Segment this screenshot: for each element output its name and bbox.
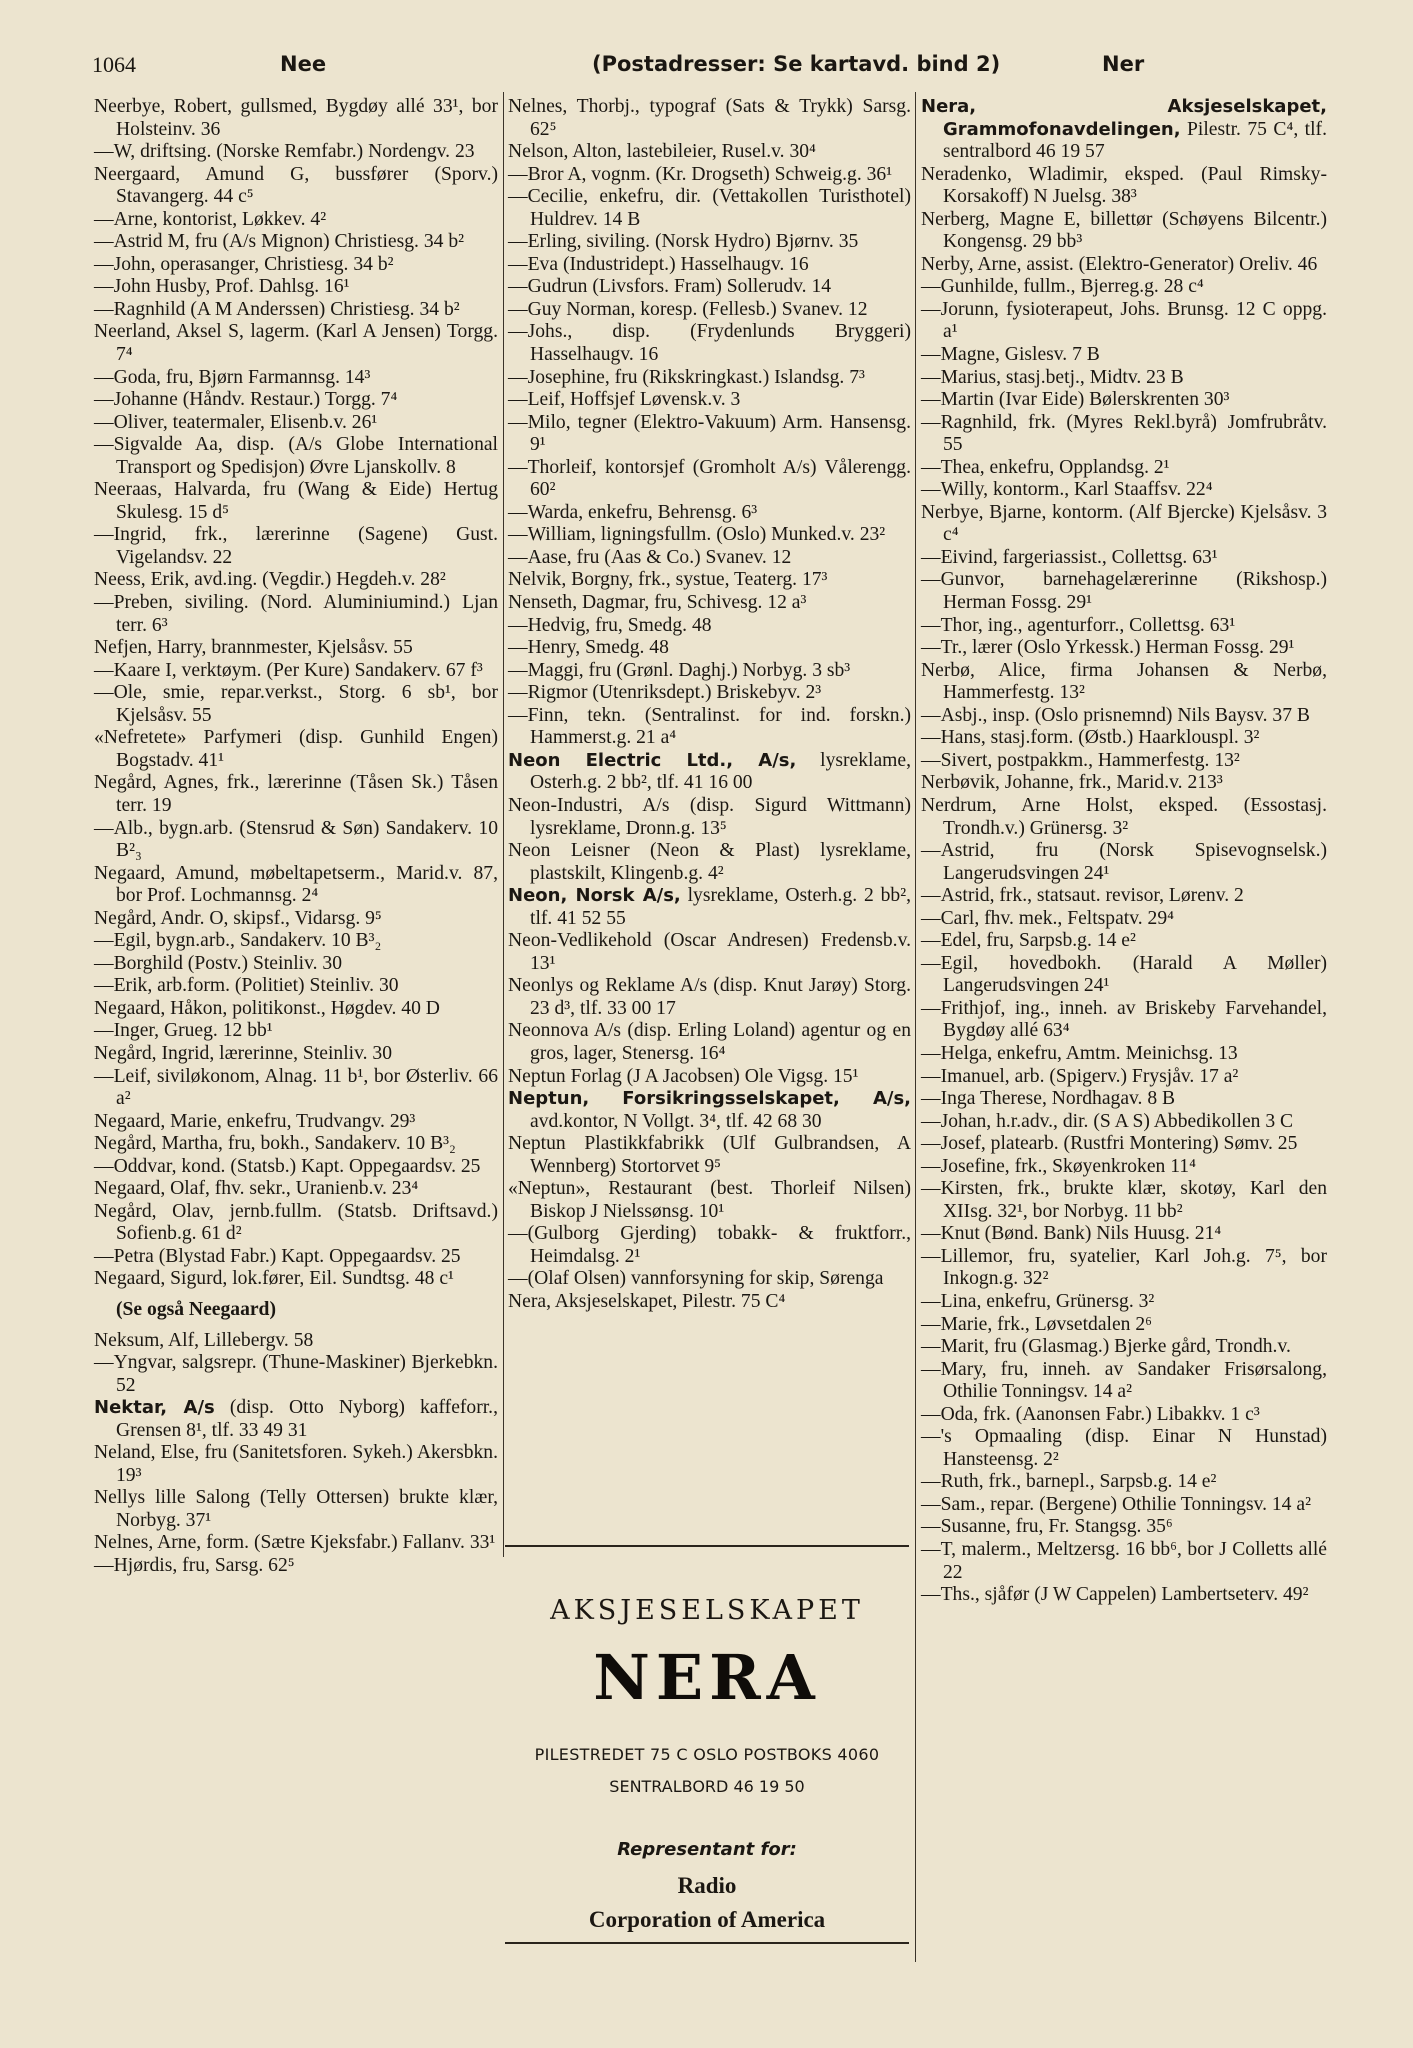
directory-entry: —Ruth, frk., barnepl., Sarpsb.g. 14 e² — [921, 1471, 1217, 1493]
directory-entry: Neptun Plastikkfabrikk (Ulf Gulbrandsen, A Wennberg) Stortorvet 9⁵ — [508, 1133, 911, 1177]
directory-entry: —Inga Therese, Nordhagav. 8 B — [921, 1088, 1176, 1110]
directory-entry: —Thorleif, kontorsjef (Gromholt A/s) Vålerengg. 60² — [508, 456, 911, 501]
directory-entry: —'s Opmaaling (disp. Einar N Hunstad) Hansteensg. 2² — [921, 1426, 1327, 1470]
directory-entry: Nera, Aksjeselskapet, Grammofonavdelingen, Pilestr. 75 C⁴, tlf. sentralbord 46 19 57 — [921, 96, 1327, 163]
directory-entry: —Willy, kontorm., Karl Staaffsv. 22⁴ — [921, 479, 1213, 501]
directory-entry: —Preben, siviling. (Nord. Aluminiumind.) Ljan terr. 6³ — [94, 592, 498, 636]
directory-entry: —Ingrid, frk., lærerinne (Sagene) Gust. Vigelandsv. 22 — [94, 524, 498, 568]
directory-entry: Nelvik, Borgny, frk., systue, Teaterg. 17³ — [508, 569, 828, 591]
directory-entry: —John Husby, Prof. Dahlsg. 16¹ — [94, 276, 350, 298]
directory-entry: —William, ligningsfullm. (Oslo) Munked.v. 23² — [508, 524, 886, 546]
advertisement-bottom-rule — [505, 1942, 909, 1944]
directory-entry: Neptun, Forsikringsselskapet, A/s, avd.kontor, N Vollgt. 3⁴, tlf. 42 68 30 — [508, 1088, 911, 1132]
column-divider-2 — [915, 92, 916, 1962]
directory-entry: Negård, Andr. O, skipsf., Vidarsg. 9⁵ — [94, 907, 382, 929]
directory-entry: —W, driftsing. (Norske Remfabr.) Nordengv. 23 — [94, 141, 475, 163]
directory-entry: —Edel, fru, Sarpsb.g. 14 e² — [921, 930, 1136, 952]
directory-entry: Neland, Else, fru (Sanitetsforen. Sykeh.) Akersbkn. 19³ — [94, 1442, 498, 1486]
directory-entry: Neerland, Aksel S, lagerm. (Karl A Jensen) Torgg. 7⁴ — [94, 321, 498, 366]
directory-entry: —Marie, frk., Løvsetdalen 2⁶ — [921, 1313, 1153, 1335]
directory-entry: «Neptun», Restaurant (best. Thorleif Nilsen) Biskop J Nielssønsg. 10¹ — [508, 1178, 911, 1222]
directory-entry: —Astrid M, fru (A/s Mignon) Christiesg. 34 b² — [94, 231, 464, 253]
ad-representant-label: Representant for: — [617, 1839, 797, 1860]
directory-entry: Neeraas, Halvarda, fru (Wang & Eide) Hertug Skulesg. 15 d⁵ — [94, 479, 498, 523]
directory-entry: —Sivert, postpakkm., Hammerfestg. 13² — [921, 749, 1240, 771]
page-number: 1064 — [92, 52, 136, 77]
directory-entry: Neon Leisner (Neon & Plast) lysreklame, plastskilt, Klingenb.g. 4² — [508, 840, 911, 884]
directory-entry: Nenseth, Dagmar, fru, Schivesg. 12 a³ — [508, 592, 807, 614]
directory-entry: Nelson, Alton, lastebileier, Rusel.v. 30⁴ — [508, 141, 816, 163]
column-3 — [921, 96, 1327, 1607]
directory-entry: —Marit, fru (Glasmag.) Bjerke gård, Trondh.v. — [921, 1336, 1291, 1358]
directory-entry: Nektar, A/s (disp. Otto Nyborg) kaffeforr., Grensen 8¹, tlf. 33 49 31 — [94, 1397, 498, 1441]
directory-entry: —John, operasanger, Christiesg. 34 b² — [94, 253, 394, 275]
directory-entry: Neonnova A/s (disp. Erling Loland) agentur og en gros, lager, Stenersg. 16⁴ — [508, 1020, 911, 1064]
directory-entry: Negård, Agnes, frk., lærerinne (Tåsen Sk.) Tåsen terr. 19 — [94, 772, 498, 816]
directory-entry: —Johs., disp. (Frydenlunds Bryggeri) Hasselhaugv. 16 — [508, 321, 911, 366]
directory-entry: Negård, Olav, jernb.fullm. (Statsb. Driftsavd.) Sofienb.g. 61 d² — [94, 1200, 498, 1245]
directory-entry: —Oddvar, kond. (Statsb.) Kapt. Oppegaardsv. 25 — [94, 1155, 481, 1177]
directory-entry: —Jorunn, fysioterapeut, Johs. Brunsg. 12 C oppg. a¹ — [921, 298, 1327, 343]
directory-entry: —Lillemor, fru, syatelier, Karl Joh.g. 7⁵, bor Inkogn.g. 32² — [921, 1245, 1327, 1290]
ad-represented-company-2: Corporation of America — [588, 1907, 826, 1932]
directory-entry: Nefjen, Harry, brannmester, Kjelsåsv. 55 — [94, 637, 413, 659]
directory-entry: Nelnes, Thorbj., typograf (Sats & Trykk) Sarsg. 62⁵ — [508, 96, 911, 140]
directory-entry: Negaard, Olaf, fhv. sekr., Uranienb.v. 23⁴ — [94, 1178, 419, 1200]
directory-entry: —Maggi, fru (Grønl. Daghj.) Norbyg. 3 sb³ — [508, 659, 851, 681]
directory-entry: Neerbye, Robert, gullsmed, Bygdøy allé 33¹, bor Holsteinv. 36 — [94, 96, 498, 140]
directory-entry: Neradenko, Wladimir, eksped. (Paul Rimsky-Korsakoff) N Juelsg. 38³ — [921, 163, 1327, 208]
directory-entry: —Bror A, vognm. (Kr. Drogseth) Schweig.g. 36¹ — [508, 163, 893, 185]
directory-entry: —Arne, kontorist, Løkkev. 4² — [94, 208, 327, 230]
directory-entry: —Aase, fru (Aas & Co.) Svanev. 12 — [508, 546, 792, 568]
directory-entry: —Petra (Blystad Fabr.) Kapt. Oppegaardsv. 25 — [94, 1245, 461, 1267]
directory-entry: —Egil, bygn.arb., Sandakerv. 10 B³₂ — [94, 930, 382, 952]
directory-entry: Neon-Vedlikehold (Oscar Andresen) Fredensb.v. 13¹ — [508, 930, 911, 974]
entry-heading: Neptun, Forsikringsselskapet, A/s, — [508, 1088, 911, 1110]
directory-entry: «Nefretete» Parfymeri (disp. Gunhild Engen) Bogstadv. 41¹ — [94, 727, 498, 771]
directory-entry: Nera, Aksjeselskapet, Pilestr. 75 C⁴ — [508, 1290, 786, 1312]
directory-entry: —Susanne, fru, Fr. Stangsg. 35⁶ — [921, 1516, 1173, 1538]
directory-entry: —Alb., bygn.arb. (Stensrud & Søn) Sandakerv. 10 B²₃ — [94, 817, 498, 862]
directory-entry: Negård, Martha, fru, bokh., Sandakerv. 10 B³₂ — [94, 1133, 456, 1155]
directory-entry: Negaard, Håkon, politikonst., Høgdev. 40 D — [94, 997, 440, 1019]
directory-entry: —Johanne (Håndv. Restaur.) Torgg. 7⁴ — [94, 389, 398, 411]
directory-entry: —Ths., sjåfør (J W Cappelen) Lambertseterv. 49² — [921, 1584, 1309, 1606]
directory-entry: Nerberg, Magne E, billettør (Schøyens Bilcentr.) Kongensg. 29 bb³ — [921, 208, 1327, 253]
directory-entry: Neon Electric Ltd., A/s, lysreklame, Osterh.g. 2 bb², tlf. 41 16 00 — [508, 749, 911, 794]
directory-entry: —Oda, frk. (Aanonsen Fabr.) Libakkv. 1 c³ — [921, 1403, 1260, 1425]
directory-entry: Neonlys og Reklame A/s (disp. Knut Jarøy) Storg. 23 d³, tlf. 33 00 17 — [508, 975, 911, 1019]
page-header — [92, 52, 1413, 88]
directory-entry: —Gunvor, barnehagelærerinne (Rikshosp.) Herman Fossg. 29¹ — [921, 569, 1327, 614]
directory-entry: Negaard, Sigurd, lok.fører, Eil. Sundtsg. 48 c¹ — [94, 1268, 454, 1290]
directory-entry: —Astrid, frk., statsaut. revisor, Lørenv. 2 — [921, 885, 1244, 907]
directory-entry: Nerbye, Bjarne, kontorm. (Alf Bjercke) Kjelsåsv. 3 c⁴ — [921, 501, 1327, 546]
directory-entry: —Hedvig, fru, Smedg. 48 — [508, 614, 712, 636]
directory-entry: —Astrid, fru (Norsk Spisevognselsk.) Langerudsvingen 24¹ — [921, 840, 1327, 884]
directory-entry: Neptun Forlag (J A Jacobsen) Ole Vigsg. 15¹ — [508, 1065, 859, 1087]
directory-entry: —Josephine, fru (Rikskringkast.) Islandsg. 7³ — [508, 366, 865, 388]
directory-entry: —Gudrun (Livsfors. Fram) Sollerudv. 14 — [508, 276, 832, 298]
see-also-note: (Se også Neegaard) — [116, 1298, 276, 1320]
directory-entry: —Eivind, fargeriassist., Collettsg. 63¹ — [921, 546, 1218, 568]
directory-entry: —Josef, platearb. (Rustfri Montering) Sømv. 25 — [921, 1133, 1298, 1155]
directory-entry: Neon-Industri, A/s (disp. Sigurd Wittmann) lysreklame, Dronn.g. 13⁵ — [508, 794, 911, 839]
directory-entry: Negård, Ingrid, lærerinne, Steinliv. 30 — [94, 1042, 393, 1064]
directory-entry: —Martin (Ivar Eide) Bølerskrenten 30³ — [921, 389, 1230, 411]
directory-entry: Neergaard, Amund G, bussfører (Sporv.) Stavangerg. 44 c⁵ — [94, 163, 498, 208]
ad-company-type: AKSJESELSKAPET — [550, 1595, 864, 1626]
directory-entry: —Hans, stasj.form. (Østb.) Haarklouspl. 3² — [921, 727, 1260, 749]
entry-heading: Nektar, A/s — [94, 1397, 215, 1419]
directory-entry: —Milo, tegner (Elektro-Vakuum) Arm. Hansensg. 9¹ — [508, 411, 911, 456]
entry-heading: Neon Electric Ltd., A/s, — [508, 749, 797, 771]
directory-entry: Neon, Norsk A/s, lysreklame, Osterh.g. 2 bb², tlf. 41 52 55 — [508, 885, 911, 929]
column-divider-1 — [503, 92, 504, 1557]
directory-entry: —Rigmor (Utenriksdept.) Briskebyv. 2³ — [508, 682, 822, 704]
directory-entry: —Leif, siviløkonom, Alnag. 11 b¹, bor Østerliv. 66 a² — [94, 1065, 498, 1110]
ad-phone: SENTRALBORD 46 19 50 — [609, 1777, 805, 1796]
directory-entry: —Warda, enkefru, Behrensg. 6³ — [508, 501, 758, 523]
directory-entry: —Carl, fhv. mek., Feltspatv. 29⁴ — [921, 907, 1174, 929]
ad-address: PILESTREDET 75 C OSLO POSTBOKS 4060 — [534, 1745, 880, 1764]
directory-entry: —Egil, hovedbokh. (Harald A Møller) Langerudsvingen 24¹ — [921, 952, 1327, 997]
directory-entry: —Lina, enkefru, Grünersg. 3² — [921, 1290, 1155, 1312]
directory-entry: —Erling, siviling. (Norsk Hydro) Bjørnv. 35 — [508, 231, 859, 253]
directory-entry: —Hjørdis, fru, Sarsg. 62⁵ — [94, 1555, 295, 1576]
directory-entry: —Josefine, frk., Skøyenkroken 11⁴ — [921, 1155, 1196, 1177]
directory-entry: Nerby, Arne, assist. (Elektro-Generator) Oreliv. 46 — [921, 253, 1318, 275]
directory-entry: —Sigvalde Aa, disp. (A/s Globe International Transport og Spedisjon) Øvre Ljanskollv. 8 — [94, 434, 498, 478]
directory-entry: Nerbøvik, Johanne, frk., Marid.v. 213³ — [921, 772, 1223, 794]
directory-entry: —Erik, arb.form. (Politiet) Steinliv. 30 — [94, 975, 399, 997]
directory-entry: —Frithjof, ing., inneh. av Briskeby Farvehandel, Bygdøy allé 63⁴ — [921, 997, 1327, 1042]
directory-entry: —Guy Norman, koresp. (Fellesb.) Svanev. 12 — [508, 298, 868, 320]
directory-entry: Nerbø, Alice, firma Johansen & Nerbø, Hammerfestg. 13² — [921, 659, 1327, 704]
column-2 — [508, 96, 911, 1314]
ad-company-name: NERA — [593, 1641, 821, 1714]
directory-entry: Nerdrum, Arne Holst, eksped. (Essostasj. Trondh.v.) Grünersg. 3² — [921, 794, 1327, 839]
ad-represented-company-1: Radio — [677, 1873, 737, 1898]
directory-entry: —Imanuel, arb. (Spigerv.) Frysjåv. 17 a² — [921, 1065, 1239, 1087]
left-guide-word: Nee — [280, 52, 327, 76]
directory-entry: —Kaare I, verktøym. (Per Kure) Sandakerv. 67 f³ — [94, 659, 483, 681]
directory-entry: —Johan, h.r.adv., dir. (S A S) Abbedikollen 3 C — [921, 1110, 1294, 1132]
directory-entry: Neksum, Alf, Lillebergv. 58 — [94, 1329, 314, 1351]
directory-entry: —Inger, Grueg. 12 bb¹ — [94, 1020, 273, 1042]
header-note: (Postadresser: Se kartavd. bind 2) — [592, 52, 1001, 76]
entry-heading: Nera, Aksjeselskapet, Grammofonavdelingen, — [921, 96, 1327, 140]
directory-entry: —Ragnhild (A M Anderssen) Christiesg. 34 b² — [94, 298, 460, 320]
directory-entry: —Sam., repar. (Bergene) Othilie Tonningsv. 14 a² — [921, 1493, 1311, 1515]
directory-entry: —Thor, ing., agenturforr., Collettsg. 63¹ — [921, 614, 1236, 636]
directory-entry: Neess, Erik, avd.ing. (Vegdir.) Hegdeh.v. 28² — [94, 569, 446, 591]
directory-entry: —Yngvar, salgsrepr. (Thune-Maskiner) Bjerkebkn. 52 — [94, 1352, 498, 1396]
directory-entry: —Helga, enkefru, Amtm. Meinichsg. 13 — [921, 1042, 1238, 1064]
entry-heading: Neon, Norsk A/s, — [508, 885, 681, 907]
directory-entry: —Tr., lærer (Oslo Yrkessk.) Herman Fossg. 29¹ — [921, 637, 1295, 659]
directory-entry: —Oliver, teatermaler, Elisenb.v. 26¹ — [94, 411, 378, 433]
directory-entry: —Mary, fru, inneh. av Sandaker Frisørsalong, Othilie Tonningsv. 14 a² — [921, 1358, 1327, 1403]
directory-entry: —Magne, Gislesv. 7 B — [921, 344, 1100, 366]
column-1 — [94, 96, 498, 1578]
directory-entry: —T, malerm., Meltzersg. 16 bb⁶, bor J Colletts allé 22 — [921, 1539, 1327, 1583]
directory-entry: —(Gulborg Gjerding) tobakk- & fruktforr., Heimdalsg. 2¹ — [508, 1223, 911, 1267]
directory-entry: —(Olaf Olsen) vannforsyning for skip, Sørenga — [508, 1268, 884, 1290]
directory-entry: —Ragnhild, frk. (Myres Rekl.byrå) Jomfrubråtv. 55 — [921, 411, 1327, 456]
right-guide-word: Ner — [1102, 52, 1145, 76]
directory-entry: —Finn, tekn. (Sentralinst. for ind. forskn.) Hammerst.g. 21 a⁴ — [508, 704, 911, 749]
directory-entry: —Kirsten, frk., brukte klær, skotøy, Karl den XIIsg. 32¹, bor Norbyg. 11 bb² — [921, 1178, 1327, 1222]
directory-entry: Negaard, Amund, møbeltapetserm., Marid.v. 87, bor Prof. Lochmannsg. 2⁴ — [94, 862, 498, 907]
directory-entry: Negaard, Marie, enkefru, Trudvangv. 29³ — [94, 1110, 416, 1132]
directory-entry: —Goda, fru, Bjørn Farmannsg. 14³ — [94, 366, 371, 388]
directory-entry: —Asbj., insp. (Oslo prisnemnd) Nils Baysv. 37 B — [921, 704, 1310, 726]
directory-entry: —Gunhilde, fullm., Bjerreg.g. 28 c⁴ — [921, 276, 1204, 298]
directory-entry: Nellys lille Salong (Telly Ottersen) brukte klær, Norbyg. 37¹ — [94, 1487, 498, 1531]
directory-entry: —Marius, stasj.betj., Midtv. 23 B — [921, 366, 1184, 388]
directory-entry: —Cecilie, enkefru, dir. (Vettakollen Turisthotel) Huldrev. 14 B — [508, 186, 911, 230]
advertisement — [505, 1545, 909, 1943]
directory-entry: —Ole, smie, repar.verkst., Storg. 6 sb¹, bor Kjelsåsv. 55 — [94, 682, 498, 726]
directory-entry: —Eva (Industridept.) Hasselhaugv. 16 — [508, 253, 809, 275]
directory-entry: Nelnes, Arne, form. (Sætre Kjeksfabr.) Fallanv. 33¹ — [94, 1532, 496, 1554]
directory-entry: —Borghild (Postv.) Steinliv. 30 — [94, 952, 343, 974]
directory-entry: —Henry, Smedg. 48 — [508, 637, 669, 659]
directory-entry: —Knut (Bønd. Bank) Nils Huusg. 21⁴ — [921, 1223, 1222, 1245]
directory-entry: —Thea, enkefru, Opplandsg. 2¹ — [921, 456, 1170, 478]
directory-entry: —Leif, Hoffsjef Løvensk.v. 3 — [508, 389, 741, 411]
